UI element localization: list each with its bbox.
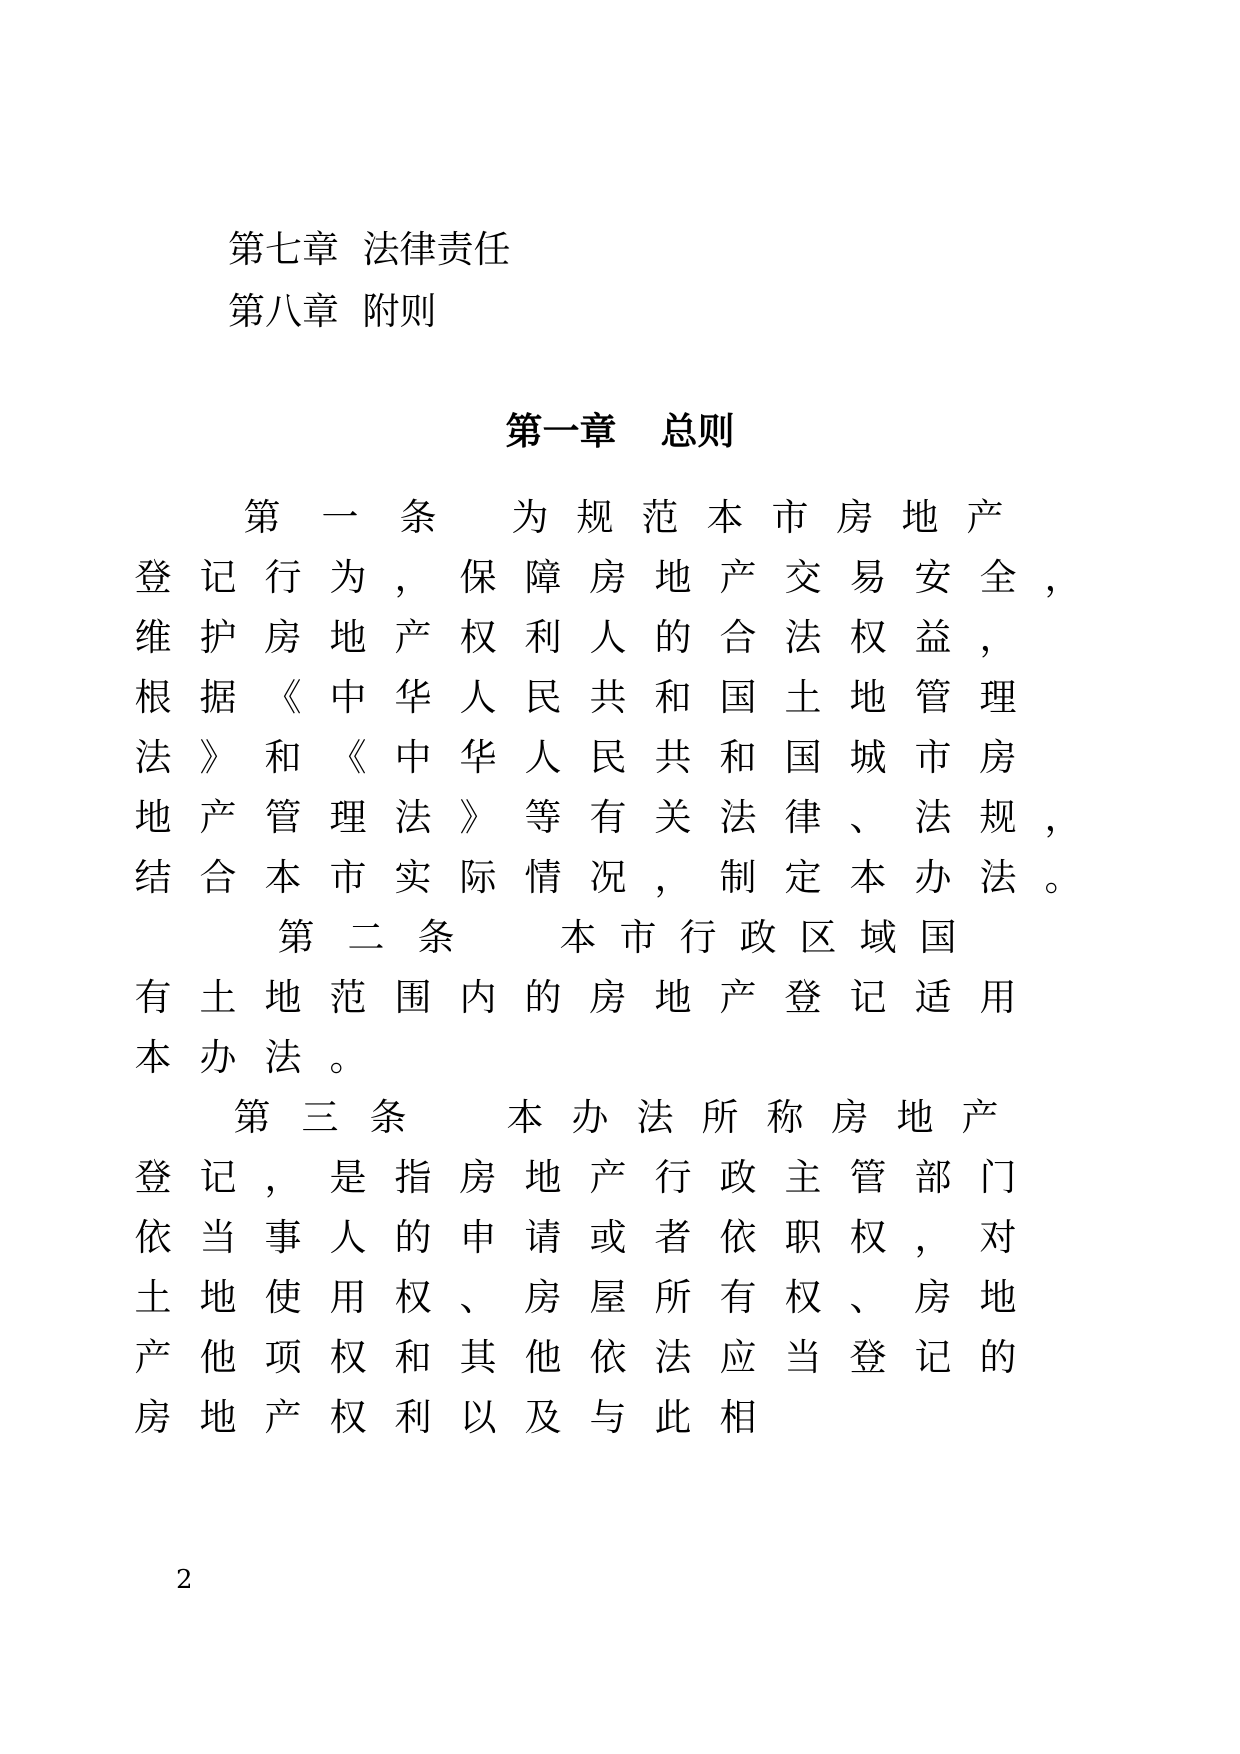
char-glyph: 人: [589, 616, 627, 659]
char-glyph: 定: [784, 856, 822, 899]
char-glyph: 产: [199, 796, 237, 839]
char-glyph: 结: [134, 856, 172, 899]
char-glyph: 范: [641, 496, 679, 539]
char-glyph: 地: [901, 496, 939, 539]
char-glyph: 房: [589, 976, 627, 1019]
char-glyph: 和: [264, 736, 302, 779]
char-glyph: 保: [459, 556, 497, 599]
char-glyph: 地: [524, 1156, 562, 1199]
char-glyph: 主: [784, 1156, 822, 1199]
char-glyph: ，: [654, 856, 692, 899]
char-glyph: 域: [859, 916, 897, 959]
char-glyph: 房: [459, 1156, 497, 1199]
char-glyph: 房: [836, 496, 874, 539]
article-3-line: [0, 1338, 1240, 1378]
char-glyph: 条: [399, 496, 437, 539]
char-glyph: 本: [559, 916, 597, 959]
char-glyph: 依: [719, 1216, 757, 1259]
char-glyph: 的: [524, 976, 562, 1019]
char-glyph: 登: [784, 976, 822, 1019]
char-glyph: 依: [589, 1336, 627, 1379]
char-glyph: 地: [896, 1096, 934, 1139]
char-glyph: 况: [589, 856, 627, 899]
char-glyph: 制: [719, 856, 757, 899]
char-glyph: 土: [134, 1276, 172, 1319]
char-glyph: 共: [589, 676, 627, 719]
char-glyph: 请: [524, 1216, 562, 1259]
char-glyph: 本: [506, 1096, 544, 1139]
char-glyph: 及: [524, 1396, 562, 1439]
char-glyph: 法: [264, 1036, 302, 1079]
char-glyph: 用: [979, 976, 1017, 1019]
char-glyph: 规: [979, 796, 1017, 839]
char-glyph: 、: [459, 1276, 497, 1319]
char-glyph: 他: [524, 1336, 562, 1379]
char-glyph: 权: [784, 1276, 822, 1319]
char-glyph: 条: [417, 916, 455, 959]
char-glyph: 地: [199, 1396, 237, 1439]
char-glyph: 所: [654, 1276, 692, 1319]
char-glyph: 或: [589, 1216, 627, 1259]
char-glyph: 的: [979, 1336, 1017, 1379]
char-glyph: 际: [459, 856, 497, 899]
char-glyph: 记: [849, 976, 887, 1019]
char-glyph: 有: [719, 1276, 757, 1319]
char-glyph: 地: [329, 616, 367, 659]
char-glyph: 地: [134, 796, 172, 839]
char-glyph: 国: [719, 676, 757, 719]
char-glyph: 法: [134, 736, 172, 779]
char-glyph: 申: [459, 1216, 497, 1259]
char-glyph: 使: [264, 1276, 302, 1319]
char-glyph: 房: [524, 1276, 562, 1319]
char-glyph: 房: [264, 616, 302, 659]
article-3-lead: [0, 1098, 1240, 1138]
char-glyph: 、: [849, 1276, 887, 1319]
char-glyph: 产: [961, 1096, 999, 1139]
article-1-line: [0, 618, 1240, 658]
char-glyph: 民: [524, 676, 562, 719]
char-glyph: 权: [459, 616, 497, 659]
article-3-line: [0, 1158, 1240, 1198]
char-glyph: 部: [914, 1156, 952, 1199]
char-glyph: 产: [394, 616, 432, 659]
char-glyph: 市: [329, 856, 367, 899]
char-glyph: 障: [524, 556, 562, 599]
char-glyph: 合: [719, 616, 757, 659]
char-glyph: 国: [919, 916, 957, 959]
char-glyph: 围: [394, 976, 432, 1019]
char-glyph: 的: [394, 1216, 432, 1259]
char-glyph: 登: [134, 556, 172, 599]
char-glyph: 合: [199, 856, 237, 899]
char-glyph: 和: [394, 1336, 432, 1379]
char-glyph: 《: [329, 736, 367, 779]
char-glyph: 第: [233, 1096, 271, 1139]
char-glyph: 市: [914, 736, 952, 779]
char-glyph: 产: [264, 1396, 302, 1439]
char-glyph: 人: [459, 676, 497, 719]
char-glyph: 理: [329, 796, 367, 839]
char-glyph: 二: [347, 916, 385, 959]
char-glyph: 是: [329, 1156, 367, 1199]
char-glyph: 第: [277, 916, 315, 959]
char-glyph: 法: [654, 1336, 692, 1379]
char-glyph: 国: [784, 736, 822, 779]
char-glyph: 地: [849, 676, 887, 719]
char-glyph: 地: [654, 976, 692, 1019]
char-glyph: 为: [511, 496, 549, 539]
char-glyph: 办: [914, 856, 952, 899]
char-glyph: 内: [459, 976, 497, 1019]
page-number: 2: [176, 1565, 193, 1595]
char-glyph: 行: [264, 556, 302, 599]
char-glyph: 据: [199, 676, 237, 719]
char-glyph: ，: [1044, 556, 1082, 599]
char-glyph: 本: [264, 856, 302, 899]
article-2-line: [0, 978, 1240, 1018]
char-glyph: 政: [719, 1156, 757, 1199]
article-1-line: [0, 678, 1240, 718]
char-glyph: 权: [849, 616, 887, 659]
char-glyph: 权: [849, 1216, 887, 1259]
char-glyph: 管: [264, 796, 302, 839]
char-glyph: 有: [589, 796, 627, 839]
char-glyph: 称: [766, 1096, 804, 1139]
char-glyph: ，: [264, 1156, 302, 1199]
char-glyph: 产: [719, 976, 757, 1019]
char-glyph: 三: [301, 1096, 339, 1139]
char-glyph: 关: [654, 796, 692, 839]
char-glyph: 本: [706, 496, 744, 539]
char-glyph: 房: [831, 1096, 869, 1139]
char-glyph: 房: [979, 736, 1017, 779]
chapter-title: 总则: [660, 410, 735, 453]
article-1-line: [0, 858, 1240, 898]
char-glyph: ，: [914, 1216, 952, 1259]
char-glyph: 办: [199, 1036, 237, 1079]
char-glyph: 理: [979, 676, 1017, 719]
char-glyph: 利: [524, 616, 562, 659]
char-glyph: 行: [679, 916, 717, 959]
char-glyph: 区: [799, 916, 837, 959]
char-glyph: 》: [459, 796, 497, 839]
char-glyph: 其: [459, 1336, 497, 1379]
char-glyph: 职: [784, 1216, 822, 1259]
char-glyph: 安: [914, 556, 952, 599]
char-glyph: 记: [199, 556, 237, 599]
article-3-line: [0, 1398, 1240, 1438]
char-glyph: 护: [199, 616, 237, 659]
chapter-number: 第一章: [505, 410, 617, 453]
char-glyph: 规: [576, 496, 614, 539]
char-glyph: 律: [784, 796, 822, 839]
char-glyph: 所: [701, 1096, 739, 1139]
char-glyph: 适: [914, 976, 952, 1019]
char-glyph: 政: [739, 916, 777, 959]
char-glyph: 维: [134, 616, 172, 659]
char-glyph: 》: [199, 736, 237, 779]
char-glyph: 本: [134, 1036, 172, 1079]
char-glyph: 地: [654, 556, 692, 599]
char-glyph: 项: [264, 1336, 302, 1379]
char-glyph: 利: [394, 1396, 432, 1439]
char-glyph: 地: [199, 1276, 237, 1319]
char-glyph: 权: [329, 1396, 367, 1439]
char-glyph: 共: [654, 736, 692, 779]
char-glyph: 应: [719, 1336, 757, 1379]
char-glyph: 权: [329, 1336, 367, 1379]
article-2-lead: [0, 918, 1240, 958]
char-glyph: 法: [719, 796, 757, 839]
char-glyph: ，: [394, 556, 432, 599]
article-1-line: [0, 558, 1240, 598]
char-glyph: 行: [654, 1156, 692, 1199]
char-glyph: 市: [619, 916, 657, 959]
article-2-line: [0, 1038, 1240, 1078]
char-glyph: 登: [134, 1156, 172, 1199]
char-glyph: 法: [636, 1096, 674, 1139]
char-glyph: 管: [849, 1156, 887, 1199]
char-glyph: 产: [966, 496, 1004, 539]
char-glyph: 屋: [589, 1276, 627, 1319]
char-glyph: 益: [914, 616, 952, 659]
char-glyph: 民: [589, 736, 627, 779]
char-glyph: 房: [914, 1276, 952, 1319]
char-glyph: 房: [589, 556, 627, 599]
char-glyph: 权: [394, 1276, 432, 1319]
char-glyph: 和: [719, 736, 757, 779]
char-glyph: 依: [134, 1216, 172, 1259]
char-glyph: 记: [914, 1336, 952, 1379]
char-glyph: 有: [134, 976, 172, 1019]
char-glyph: 房: [134, 1396, 172, 1439]
char-glyph: 市: [771, 496, 809, 539]
char-glyph: ，: [1044, 796, 1082, 839]
char-glyph: 土: [199, 976, 237, 1019]
char-glyph: 事: [264, 1216, 302, 1259]
char-glyph: 一: [321, 496, 359, 539]
char-glyph: 华: [459, 736, 497, 779]
char-glyph: 等: [524, 796, 562, 839]
char-glyph: 城: [849, 736, 887, 779]
char-glyph: 土: [784, 676, 822, 719]
char-glyph: 华: [394, 676, 432, 719]
char-glyph: 产: [589, 1156, 627, 1199]
char-glyph: 第: [243, 496, 281, 539]
char-glyph: 交: [784, 556, 822, 599]
char-glyph: 者: [654, 1216, 692, 1259]
char-glyph: 记: [199, 1156, 237, 1199]
char-glyph: 条: [369, 1096, 407, 1139]
char-glyph: 中: [394, 736, 432, 779]
char-glyph: 的: [654, 616, 692, 659]
char-glyph: 和: [654, 676, 692, 719]
char-glyph: 与: [589, 1396, 627, 1439]
toc-chapter-8: 第八章 附则: [228, 290, 437, 333]
char-glyph: 中: [329, 676, 367, 719]
char-glyph: 人: [524, 736, 562, 779]
char-glyph: 。: [329, 1036, 367, 1079]
article-3-line: [0, 1278, 1240, 1318]
char-glyph: 此: [654, 1396, 692, 1439]
char-glyph: 法: [914, 796, 952, 839]
char-glyph: 本: [849, 856, 887, 899]
char-glyph: 地: [264, 976, 302, 1019]
char-glyph: 《: [264, 676, 302, 719]
char-glyph: 产: [719, 556, 757, 599]
char-glyph: 人: [329, 1216, 367, 1259]
char-glyph: 以: [459, 1396, 497, 1439]
char-glyph: 法: [784, 616, 822, 659]
char-glyph: 。: [1044, 856, 1082, 899]
char-glyph: 易: [849, 556, 887, 599]
char-glyph: 实: [394, 856, 432, 899]
article-1-line: [0, 798, 1240, 838]
char-glyph: 地: [979, 1276, 1017, 1319]
char-glyph: 为: [329, 556, 367, 599]
char-glyph: 登: [849, 1336, 887, 1379]
char-glyph: 、: [849, 796, 887, 839]
char-glyph: 法: [394, 796, 432, 839]
article-1-line: [0, 738, 1240, 778]
char-glyph: 当: [199, 1216, 237, 1259]
char-glyph: 办: [571, 1096, 609, 1139]
char-glyph: 指: [394, 1156, 432, 1199]
toc-chapter-7: 第七章 法律责任: [228, 228, 511, 271]
char-glyph: 用: [329, 1276, 367, 1319]
char-glyph: 他: [199, 1336, 237, 1379]
char-glyph: 产: [134, 1336, 172, 1379]
char-glyph: 全: [979, 556, 1017, 599]
char-glyph: 门: [979, 1156, 1017, 1199]
article-3-line: [0, 1218, 1240, 1258]
char-glyph: 管: [914, 676, 952, 719]
char-glyph: 情: [524, 856, 562, 899]
char-glyph: 对: [979, 1216, 1017, 1259]
char-glyph: 相: [719, 1396, 757, 1439]
char-glyph: 当: [784, 1336, 822, 1379]
char-glyph: 法: [979, 856, 1017, 899]
char-glyph: 根: [134, 676, 172, 719]
chapter-1-heading: [0, 412, 1240, 452]
article-1-lead: [0, 498, 1240, 538]
char-glyph: 范: [329, 976, 367, 1019]
char-glyph: ，: [979, 616, 1017, 659]
